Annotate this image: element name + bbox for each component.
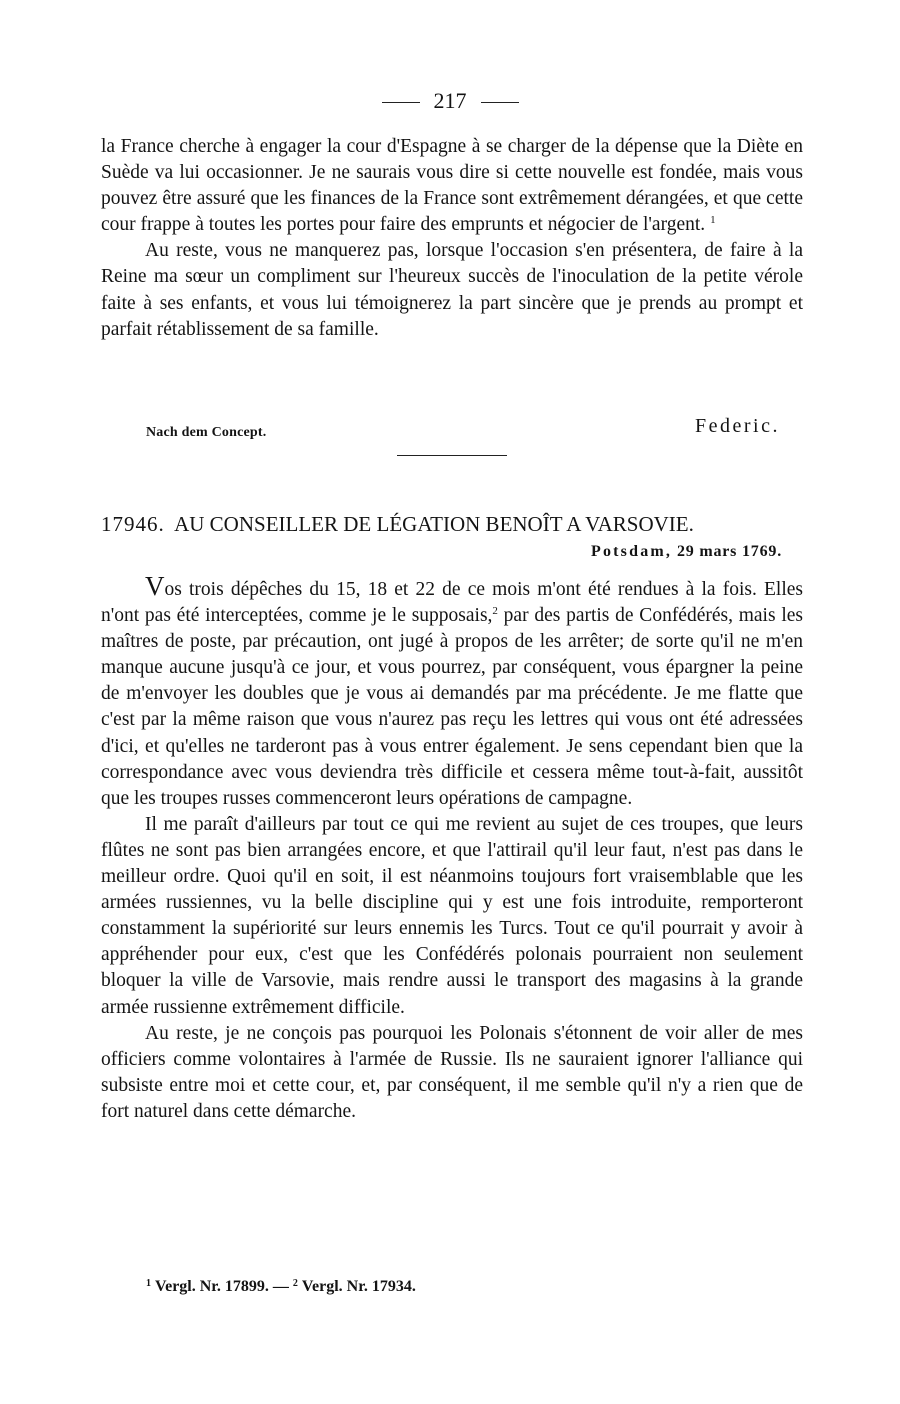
section-separator (397, 455, 507, 456)
header-rule-left (382, 102, 420, 103)
footnote-marker-1: 1 (146, 1278, 151, 1289)
letter-paragraph-3: Au reste, je ne conçois pas pourquoi les Polonais s'étonnent de voir aller de mes officiers comme volontaires à l'armée de Russie. Ils ne sauraient ignorer l'alliance qui subsiste entre moi et cette cour, et, par conséquent, il me semble qu'il n'y a rien que de fort naturel dans cette démarche. (101, 1022, 803, 1122)
header-rule-right (481, 102, 519, 103)
letter-paragraph-1: Vos trois dépêches du 15, 18 et 22 de ce mois m'ont été rendues à la fois. Elles n'ont pas été interceptées, comme je le supposais,$^2$ par des partis de Confédérés, mais les maîtres de poste, par précaution, ont jugé à propos de les arrêter; de sorte qu'il ne m'en manque aucune jusqu'à ce jour, et vous pourrez, par conséquent, vous épargner la peine de m'envoyer les doubles que je vous ai demandés par ma précédente. Je me flatte que c'est par la même raison que vous n'aurez pas reçu les lettres qui vous ont été adressées d'ici, et qu'elles ne tarderont pas à vous entrer également. Je sens cependant bien que la correspondance avec vous deviendra très difficile et cessera même tout-à-fait, aussitôt que les troupes russes commenceront leurs opérations de campagne. (101, 571, 803, 809)
footnote-1: Vergl. Nr. 17899. (155, 1278, 269, 1295)
signature: Federic. (695, 415, 780, 437)
footnote-ref-1: 1 (710, 214, 716, 227)
footnote-marker-2: 2 (292, 1278, 298, 1289)
letter-place: Potsdam, (590, 543, 673, 560)
page-header (0, 88, 900, 114)
letter-date: 29 mars 1769. (676, 543, 782, 560)
footnote-ref-2: 2 (492, 605, 498, 618)
continued-letter-body (101, 134, 803, 343)
letter-paragraph-2: Il me paraît d'ailleurs par tout ce qui me revient au sujet de ces troupes, que leurs flûtes ne sont pas bien arrangées encore, et que l'attirail qu'il leur faut, n'est pas dans le meilleur ordre. Quoi qu'il en soit, il est néanmoins toujours fort vraisemblable que les armées russiennes, vu la belle discipline qui y est une fois introduite, remporteront constamment la supériorité sur leurs ennemis les Turcs. Tout ce qu'il pourrait y avoir à appréhender pour eux, c'est que les Confédérés polonais pourraient non seulement bloquer la ville de Varsovie, mais rendre aussi le transport des magasins à la grande armée russienne extrêmement difficile. (101, 813, 803, 1018)
letter-heading (101, 510, 811, 538)
new-letter-body (101, 573, 803, 1125)
footnote-2: Vergl. Nr. 17934. (301, 1278, 416, 1295)
continued-paragraph-1: la France cherche à engager la cour d'Espagne à se charger de la dépense que la Diète en Suède va lui occasionner. Je ne saurais vous dire si cette nouvelle est fondée, mais vous pouvez être assuré que les finances de la France sont extrêmement dérangées, et que cette cour frappe à toutes les portes pour faire des emprunts et négocier de l'argent. $^1$ (101, 136, 803, 236)
page-number: 217 (433, 88, 467, 113)
letter-title: AU CONSEILLER DE LÉGATION BENOÎT A VARSOVIE. (174, 512, 694, 536)
source-note: Nach dem Concept. (146, 425, 267, 440)
drop-letter: V (145, 571, 165, 601)
footnote-separator: — (268, 1278, 293, 1295)
letter-number: 17946. (101, 512, 165, 536)
footnotes (146, 1276, 416, 1298)
continued-paragraph-2: Au reste, vous ne manquerez pas, lorsque l'occasion s'en présentera, de faire à la Reine ma sœur un compliment sur l'heureux succès de l'inoculation de la petite vérole faite à ses enfants, et vous lui témoignerez la part sincère que je prends au prompt et parfait rétablissement de sa famille. (101, 240, 803, 340)
place-date (591, 542, 782, 562)
